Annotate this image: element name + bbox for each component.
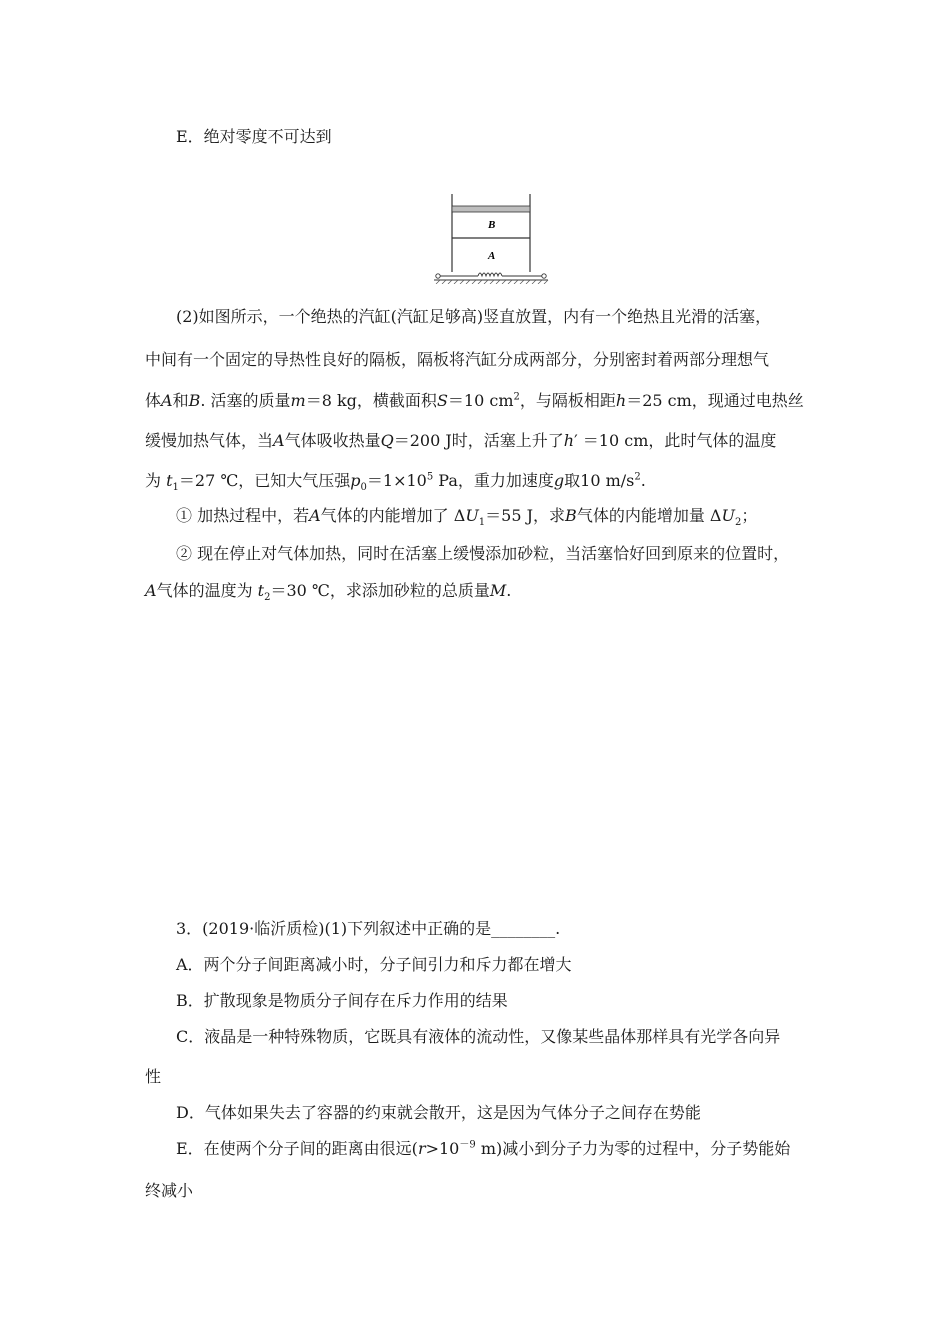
cylinder-diagram: [430, 192, 552, 284]
problem2-line4: 缓慢加热气体，当A气体吸收热量Q＝200 J时，活塞上升了h′ ＝10 cm，此时气体的温度: [145, 431, 777, 450]
problem3-option-d: D．气体如果失去了容器的约束就会散开，这是因为气体分子之间存在势能: [176, 1103, 701, 1122]
question2-line1: ② 现在停止对气体加热，同时在活塞上缓慢添加砂粒，当活塞恰好回到原来的位置时，: [176, 544, 790, 563]
question2-line2: A气体的温度为 $t_2=30$ ℃，求添加砂粒的总质量M.: [145, 581, 512, 604]
heating-coil-icon: [436, 273, 546, 278]
question1: ① 加热过程中，若A气体的内能增加了 $\Delta U_1=55$ J，求B气体的内能增加量 $\Delta U_2$；: [176, 506, 758, 529]
problem3-option-c1: C．液晶是一种特殊物质，它既具有液体的流动性，又像某些晶体那样具有光学各向异: [176, 1027, 781, 1046]
problem3-option-a: A．两个分子间距离减小时，分子间引力和斥力都在增大: [176, 955, 572, 974]
option-e-previous: E．绝对零度不可达到: [176, 127, 332, 146]
piston: [452, 206, 530, 212]
ground-hatch: [436, 280, 548, 284]
problem3-stem: 3．(2019·临沂质检)(1)下列叙述中正确的是________.: [176, 919, 561, 938]
problem3-option-b: B．扩散现象是物质分子间存在斥力作用的结果: [176, 991, 508, 1010]
problem3-option-e1: E．在使两个分子间的距离由很远($r>10^{-9}$ m)减小到分子力为零的过程中，分子势能始: [176, 1139, 791, 1158]
problem3-option-e2: 终减小: [145, 1181, 194, 1200]
label-b: B: [488, 219, 496, 231]
problem2-line5: 为 $t_1=27$ ℃，已知大气压强$p_0=1\times 10^5$ Pa，重力加速度g取10 $m/s^2$.: [145, 471, 646, 494]
problem3-option-c2: 性: [145, 1067, 162, 1086]
problem2-line1: (2)如图所示，一个绝热的汽缸(汽缸足够高)竖直放置，内有一个绝热且光滑的活塞，: [176, 307, 772, 326]
label-a: A: [488, 250, 496, 262]
problem2-line3: 体A和B. 活塞的质量m＝8 kg，横截面积S＝10 $cm^2$，与隔板相距h＝25 cm，现通过电热丝: [145, 391, 804, 410]
problem2-line2: 中间有一个固定的导热性良好的隔板，隔板将汽缸分成两部分，分别密封着两部分理想气: [145, 350, 770, 369]
